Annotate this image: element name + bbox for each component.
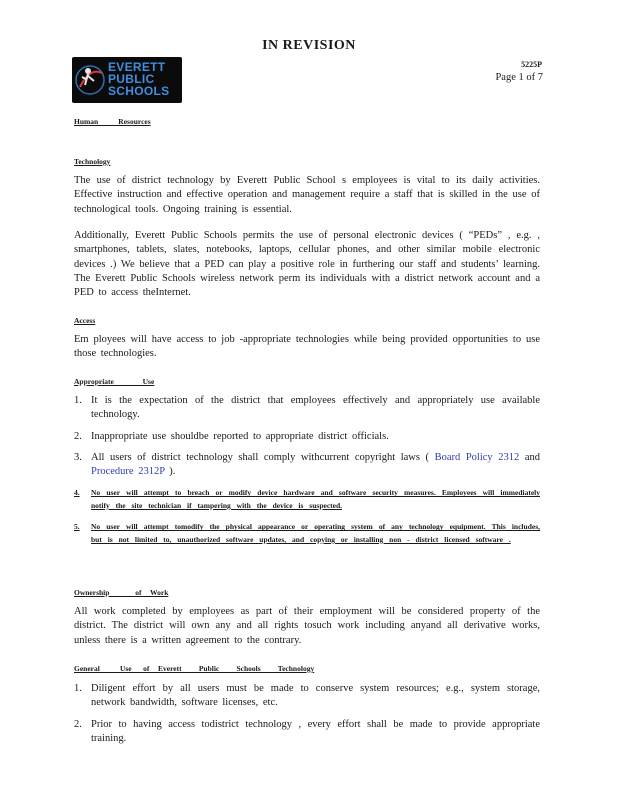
list-item: 4. No user will attempt to breach or modify device hardware and software security measures. Employees will immediately notify the site technician if tampering with the device is suspected. — [74, 488, 540, 510]
ownership-paragraph: All work completed by employees as part of their employment will be considered property of the district. The district will own any and all rights tosuch work including anyand all derivative works, unless there is a written agreement to the contrary. — [74, 606, 540, 646]
district-logo — [72, 57, 182, 103]
technology-paragraph-2: Additionally, Everett Public Schools permits the use of personal electronic devices ( “PEDs” , e.g. , smartphones, tablets, slates, notebooks, laptops, cellular phones, and other similar mobile electronic devices .) We believe that a PED can play a positive role in furthering our staff and students’ learning. The Everett Public Schools wireless network perm its individuals with a district network account and a PED to access theInternet. — [74, 230, 540, 299]
appropriate-use-list — [74, 394, 540, 546]
technology-paragraph-1: The use of district technology by Everett Public School s employees is vital to its daily activities. Effective instruction and effective operation and management require a staff that is skilled in the use of technological tools. Ongoing training is essential. — [74, 175, 540, 215]
general-use-list — [74, 682, 540, 746]
revision-title: IN REVISION — [262, 38, 356, 53]
page-number: Page 1 of 7 — [495, 72, 543, 83]
board-policy-link[interactable]: Board Policy 2312 — [434, 451, 520, 463]
logo-line-3: SCHOOLS — [108, 84, 170, 98]
technology-heading: Technology — [74, 157, 111, 166]
list-item: 1. It is the expectation of the district that employees effectively and appropriately use available technology. — [74, 395, 540, 421]
department-label: Human Resources — [74, 117, 151, 126]
list-item: 3. All users of district technology shall comply withcurrent copyright laws ( Board Policy 2312 and Procedure 2312P ). — [74, 451, 541, 478]
list-item: 2. Inappropriate use shouldbe reported to appropriate district officials. — [74, 430, 389, 442]
procedure-link[interactable]: Procedure 2312P — [91, 466, 165, 478]
logo-line-2: PUBLIC — [108, 72, 155, 86]
access-paragraph: Em ployees will have access to job -appropriate technologies while being provided opportunities to use those technologies. — [74, 334, 540, 360]
list-item: 1. Diligent effort by all users must be made to conserve system resources; e.g., system storage, network bandwidth, software licenses, etc. — [74, 683, 540, 709]
general-use-heading: General Use of Everett Public Schools Technology — [74, 664, 315, 673]
logo-line-1: EVERETT — [108, 60, 166, 74]
logo-wordmark — [108, 61, 169, 97]
appropriate-use-heading: Appropriate Use — [74, 377, 155, 386]
access-heading: Access — [74, 316, 96, 325]
ownership-heading: Ownership of Work — [74, 588, 169, 597]
list-item: 2. Prior to having access todistrict technology , every effort shall be made to provide appropriate training. — [74, 718, 540, 744]
document-number: 5225P — [521, 60, 542, 69]
list-item: 5. No user will attempt tomodify the physical appearance or operating system of any technology equipment. This includes, but is not limited to, unauthorized software updates, and copying or installing non - district licensed software . — [74, 522, 540, 544]
